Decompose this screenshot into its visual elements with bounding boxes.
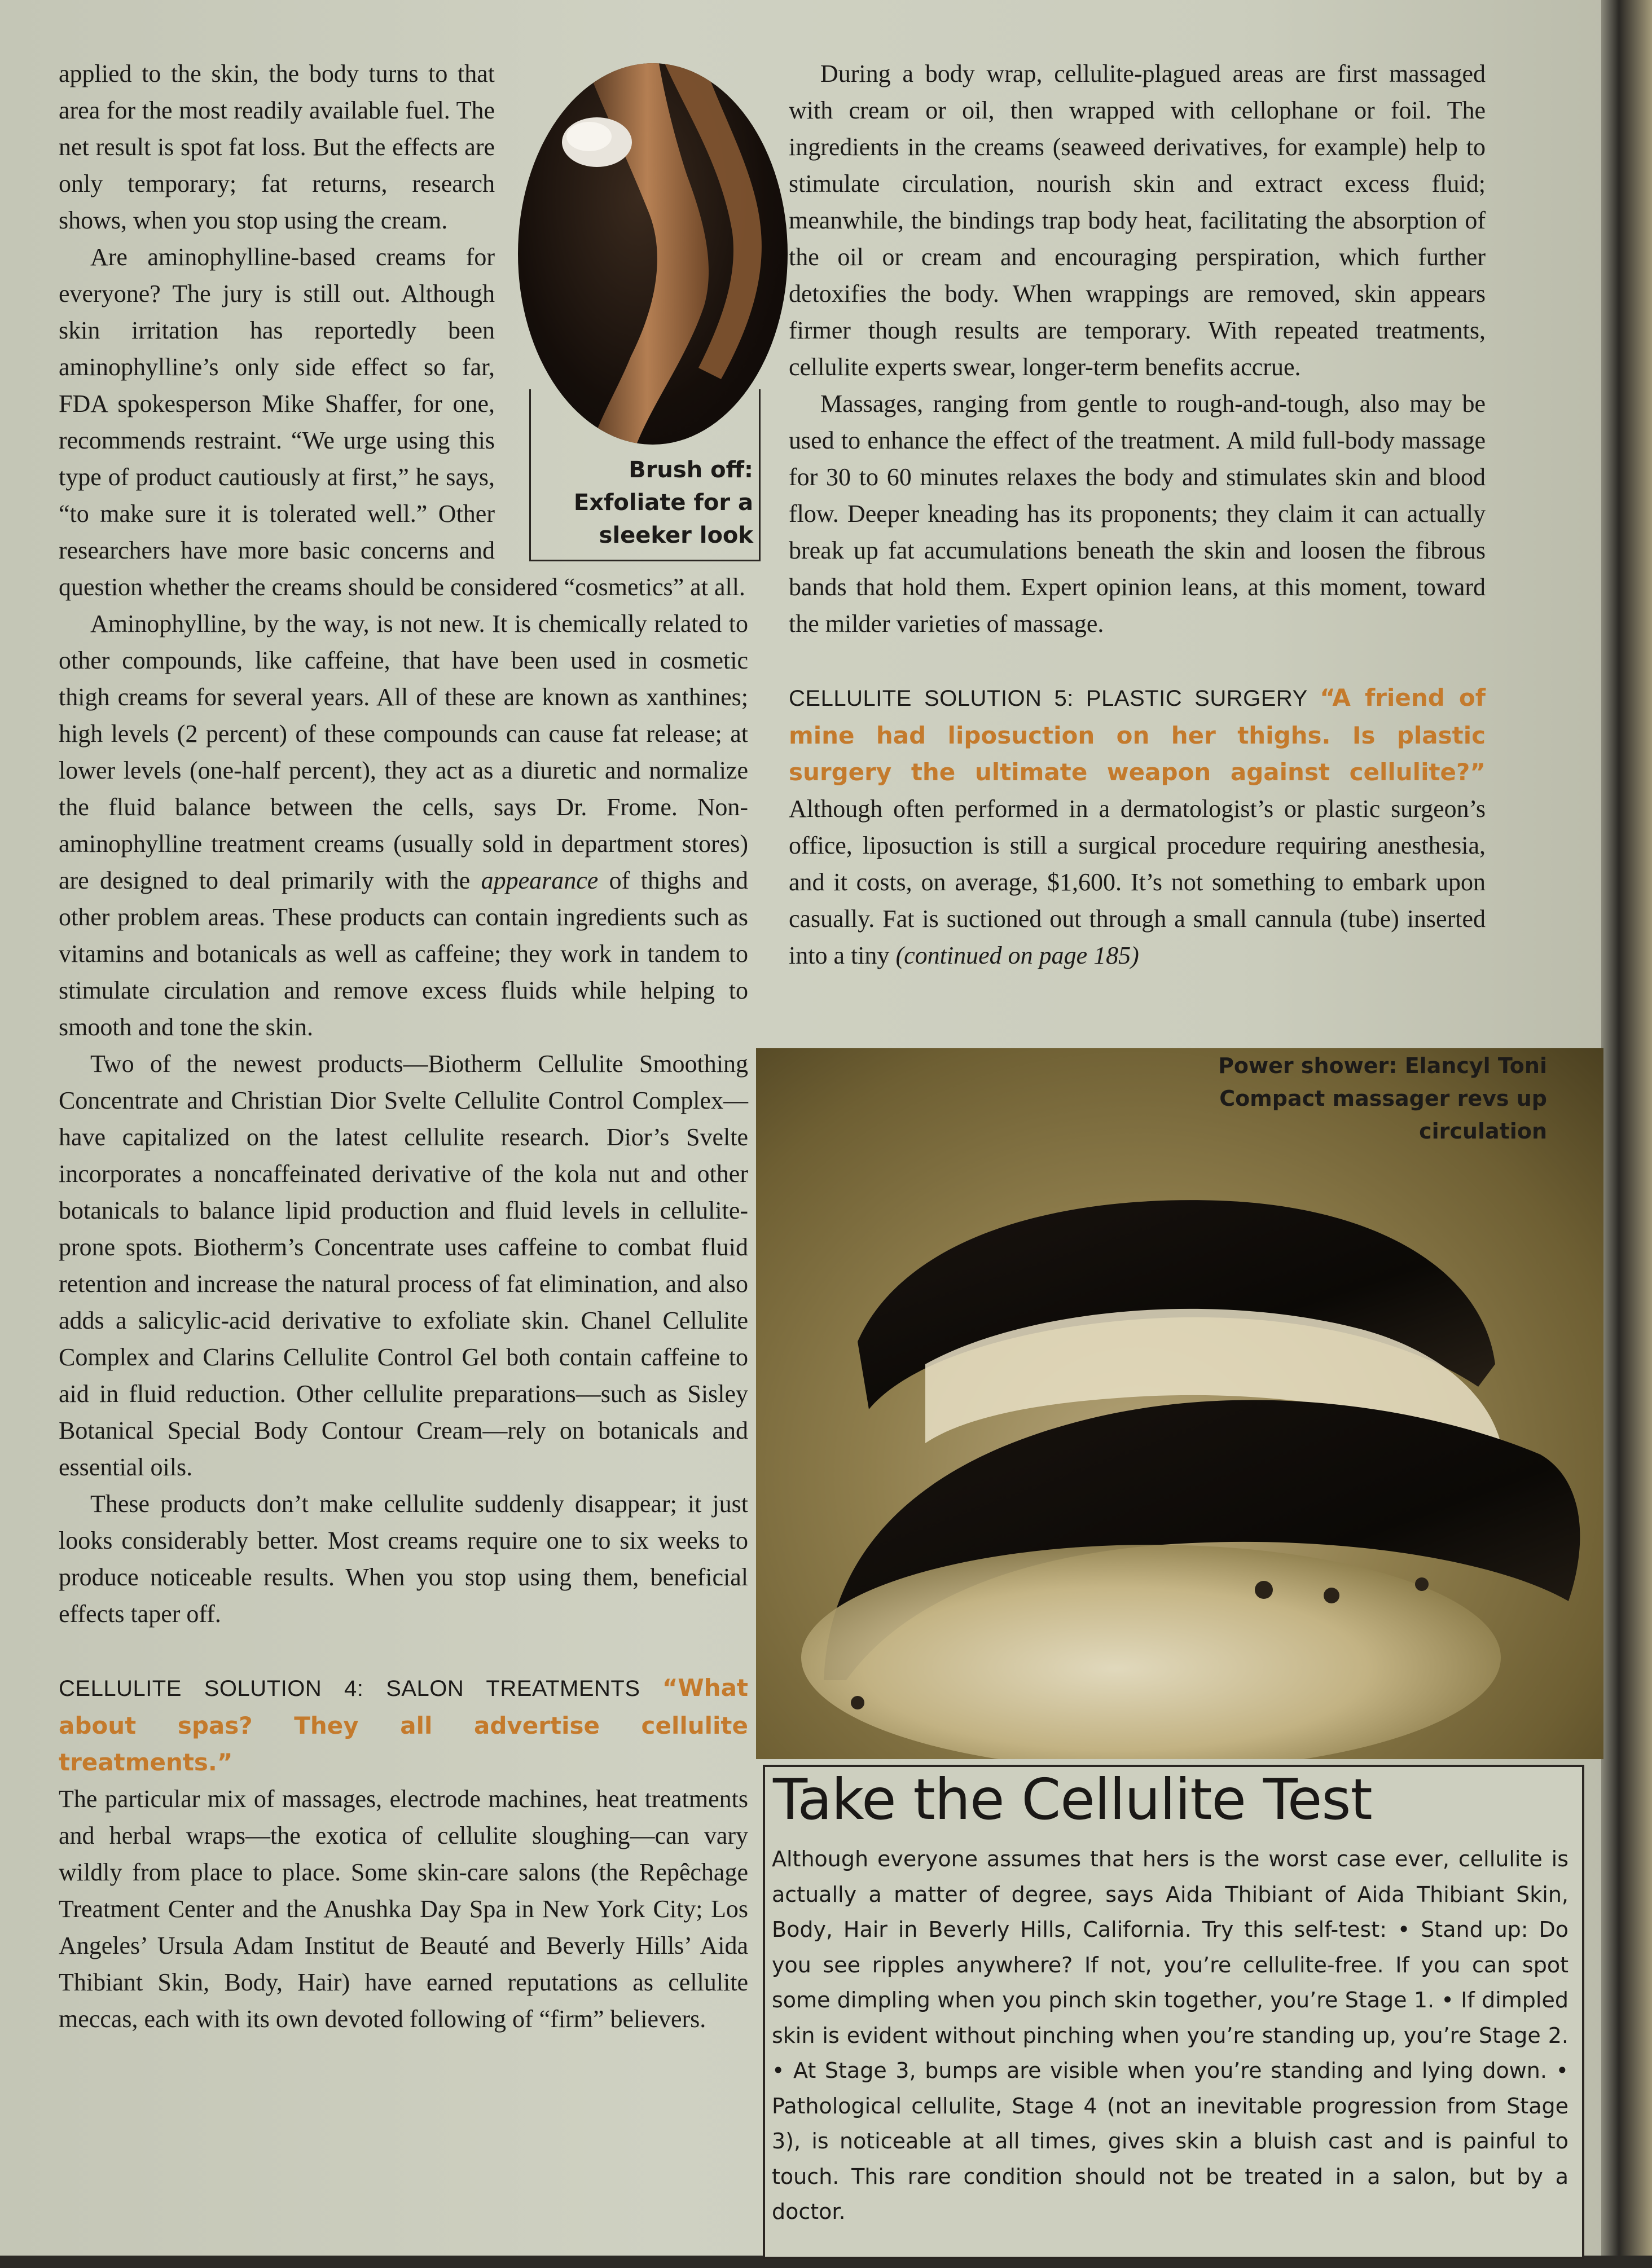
oval-text-wrap-spacer [505, 51, 756, 547]
massager-photo [756, 1048, 1603, 1759]
section-5-question: “A friend of mine had liposuction on her thighs. Is plastic surgery the ultimate weapon against cellulite?” [789, 684, 1486, 786]
text-run: Aminophylline, by the way, is not new. It is chemically related to other compounds, like caffeine, that have been used in cosmetic thigh creams for several years. All of these are known as xanthines; high levels (2 percent) of these compounds can cause fat release; at lower levels (one-half percent), they act as a diuretic and normalize the fluid balance between the cells, says Dr. Frome. Non-aminophylline treatment creams (usually sold in department stores) are designed to deal primarily with the [59, 610, 748, 894]
paragraph: The particular mix of massages, electrode machines, heat treatments and herbal wraps—the exotica of cellulite sloughing—can vary wildly from place to place. Some skin-care salons (the Repêchage Treatment Center and the Anushka Day Spa in New York City; Los Angeles’ Ursula Adam Institut de Beauté and Beverly Hills’ Aida Thibiant Skin, Body, Hair) have earned reputations as cellulite meccas, each with its own devoted following of “firm” believers. [59, 1785, 748, 2033]
text-run: Although often performed in a dermatologist’s or plastic surgeon’s office, liposuction is still a surgical procedure requiring anesthesia, and it costs, on average, $1,600. It’s not something to embark upon casually. Fat is suctioned out through a small cannula (tube) inserted into a tiny [789, 795, 1486, 969]
right-column [789, 55, 1486, 974]
section-4 [59, 1669, 748, 1781]
paragraph [59, 605, 748, 1045]
paragraph: During a body wrap, cellulite-plagued areas are first massaged with cream or oil, then wrapped with cellophane or foil. The ingredients in the creams (seaweed derivatives, for example) help to stimulate circulation, nourish skin and extract excess fluid; meanwhile, the bindings trap body heat, facilitating the absorption of the oil or cream and encouraging perspiration, which further detoxifies the body. When wrappings are removed, skin appears firmer though results are temporary. With repeated treatments, cellulite experts swear, longer-term benefits accrue. [789, 60, 1486, 381]
paragraph: Are aminophylline-based creams for everyone? The jury is still out. Although skin irritation has reportedly been aminophylline’s only side effect so far, FDA spokesperson Mike Shaffer, for one, recommends restraint. “We urge using this type of product cautiously at first,” he says, “to make sure it is tolerated well.” Other researchers have more basic concerns and question whether the creams should be considered “cosmetics” at all. [59, 243, 745, 601]
paragraph: applied to the skin, the body turns to that area for the most readily available fuel. The net result is spot fat loss. But the effects are only temporary; fat returns, research shows, when you stop using the cream. [59, 60, 495, 234]
emphasis-text: appearance [481, 867, 599, 894]
continued-note: (continued on page 185) [895, 942, 1139, 969]
book-binding [1601, 0, 1652, 2268]
section-5-heading: CELLULITE SOLUTION 5: PLASTIC SURGERY [789, 686, 1308, 711]
section-4-question: “What about spas? They all advertise cellulite treatments.” [59, 1674, 748, 1776]
section-4-heading: CELLULITE SOLUTION 4: SALON TREATMENTS [59, 1676, 640, 1701]
paragraph: These products don’t make cellulite suddenly disappear; it just looks considerably better. Most creams require one to six weeks to produce noticeable results. When you stop using them, beneficial effects taper off. [59, 1490, 748, 1628]
text-run: of thighs and other problem areas. These products can contain ingredients such as vitamins and botanicals as well as caffeine; they work in tandem to stimulate circulation and remove excess fluids while helping to smooth and tone the skin. [59, 867, 748, 1041]
massager-photo-caption: Power shower: Elancyl Toni Compact massager revs up circulation [1218, 1053, 1547, 1144]
oval-caption: Brush off: Exfoliate for a sleeker look [573, 457, 753, 548]
cellulite-test-box [763, 1765, 1584, 2259]
cellulite-test-title: Take the Cellulite Test [773, 1766, 1372, 1832]
cellulite-test-body: Although everyone assumes that hers is the worst case ever, cellulite is actually a matter of degree, says Aida Thibiant of Aida Thibiant Skin, Body, Hair in Beverly Hills, California. Try this self-test: • Stand up: Do you see ripples anywhere? If not, you’re cellulite-free. If you can spot some dimpling when you pinch skin together, you’re Stage 1. • If dimpled skin is evident without pinching when you’re standing up, you’re Stage 2. • At Stage 3, bumps are visible when you’re standing and lying down. • Pathological cellulite, Stage 4 (not an inevitable progression from Stage 3), is noticeable at all times, gives skin a bluish cast and is painful to touch. This rare condition should not be treated in a salon, but by a doctor. [772, 1847, 1568, 2224]
section-5 [789, 679, 1486, 974]
massager-illustration [756, 1048, 1603, 1759]
paragraph: Massages, ranging from gentle to rough-and-tough, also may be used to enhance the effect of the treatment. A mild full-body massage for 30 to 60 minutes relaxes the body and stimulates skin and blood flow. Deeper kneading has its proponents; they claim it can actually break up fat accumulations beneath the skin and loosen the fibrous bands that hold them. Expert opinion leans, at this moment, toward the milder varieties of massage. [789, 390, 1486, 638]
left-column [59, 55, 748, 2037]
paragraph: Two of the newest products—Biotherm Cellulite Smoothing Concentrate and Christian Dior Svelte Cellulite Control Complex—have capitalized on the latest cellulite research. Dior’s Svelte incorporates a noncaffeinated derivative of the kola nut and other botanicals to balance lipid production and fluid levels in cellulite-prone spots. Biotherm’s Concentrate uses caffeine to combat fluid retention and increase the natural process of fat elimination, and also adds a salicylic-acid derivative to exfoliate skin. Chanel Cellulite Complex and Clarins Cellulite Control Gel both contain caffeine to aid in fluid reduction. Other cellulite preparations—such as Sisley Botanical Special Body Contour Cream—rely on botanicals and essential oils. [59, 1050, 748, 1481]
